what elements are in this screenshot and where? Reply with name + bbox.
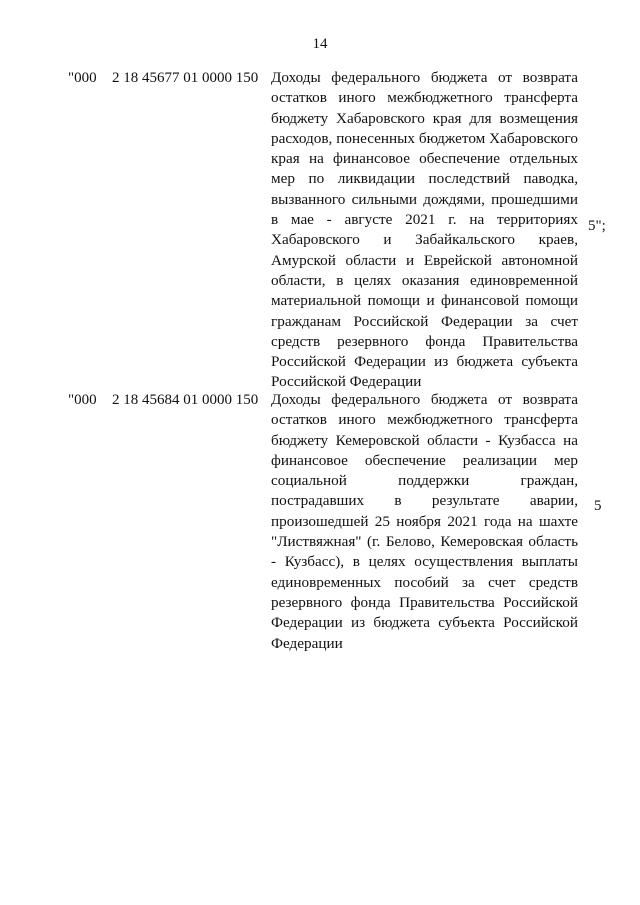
page-number: 14 [312, 36, 328, 52]
admin-code: "000 [68, 392, 97, 408]
revenue-classification-code: 2 18 45677 01 0000 150 [112, 70, 259, 86]
admin-code: "000 [68, 70, 97, 86]
entry-amount: 5 [594, 498, 602, 514]
entry-amount: 5"; [588, 218, 606, 234]
entry-code-column [68, 70, 258, 87]
entry-description: Доходы федерального бюджета от возврата остатков иного межбюджетного трансферта бюджету Хабаровского края для возмещения расходов, понесенных бюджетом Хабаровского края на финансовое обеспечение отдельных мер по ликвидации последствий паводка, вызванного сильными дождями, прошедшими в мае - августе 2021 г. на территориях Хабаровского и Забайкальского краев, Амурской области и Еврейской автономной области, в целях оказания единовременной материальной помощи и финансовой помощи гражданам Российской Федерации за счет средств резервного фонда Правительства Российской Федерации из бюджета субъекта Российской Федерации [271, 69, 578, 391]
revenue-classification-code: 2 18 45684 01 0000 150 [112, 392, 259, 408]
entry-code-column [68, 392, 258, 409]
entry-description: Доходы федерального бюджета от возврата остатков иного межбюджетного трансферта бюджету Кемеровской области - Кузбасса на финансовое обеспечение реализации мер социальной поддержки граждан, пострадавших в результате аварии, произошедшей 25 ноября 2021 года на шахте "Листвяжная" (г. Белово, Кемеровская область - Кузбасс), в целях осуществления выплаты единовременных пособий за счет средств резервного фонда Правительства Российской Федерации из бюджета субъекта Российской Федерации [271, 391, 578, 652]
